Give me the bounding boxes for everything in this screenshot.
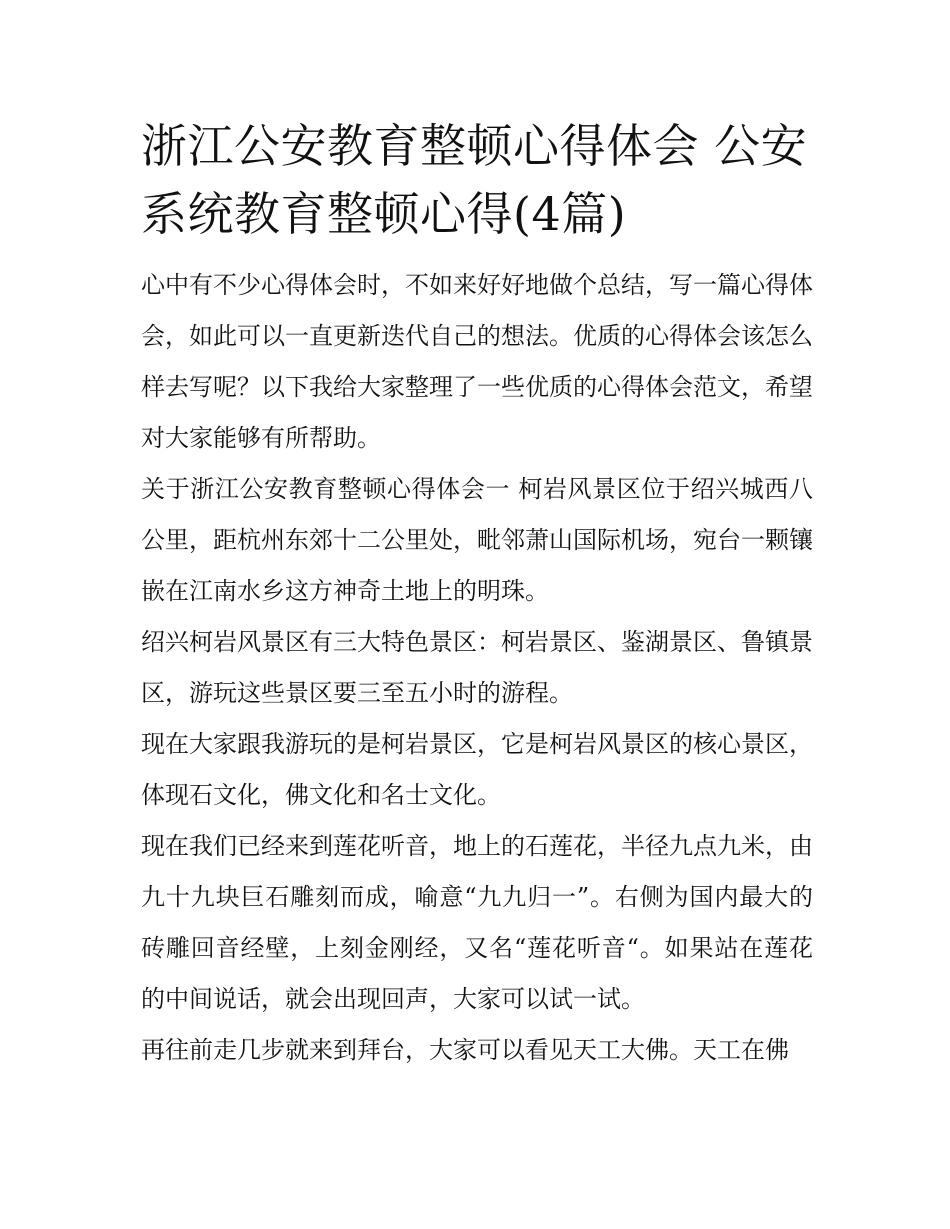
paragraph-altar: 再往前走几步就来到拜台，大家可以看见天工大佛。天工在佛 [141, 1036, 789, 1064]
paragraph-lotus: 现在我们已经来到莲花听音，地上的石莲花，半径九点九米，由九十九块巨石雕刻而成，喻意“九九归一”。右侧为国内最大的砖雕回音经壁，上刻金刚经，又名“莲花听音“。如果站在莲花的中间说话，就会出现回声，大家可以试一试。 [141, 832, 813, 1013]
document-title: 浙江公安教育整顿心得体会 公安系统教育整顿心得(4篇) [141, 119, 808, 241]
paragraph-location: 关于浙江公安教育整顿心得体会一 柯岩风景区位于绍兴城西八公里，距杭州东郊十二公里处，毗邻萧山国际机场，宛台一颗镶嵌在江南水乡这方神奇土地上的明珠。 [141, 475, 813, 605]
paragraph-keyan-area: 现在大家跟我游玩的是柯岩景区，它是柯岩风景区的核心景区，体现石文化，佛文化和名士文化。 [141, 730, 813, 809]
document-body [141, 260, 813, 1076]
document-page [141, 112, 813, 1076]
paragraph-intro: 心中有不少心得体会时，不如来好好地做个总结，写一篇心得体会，如此可以一直更新迭代自己的想法。优质的心得体会该怎么样去写呢？以下我给大家整理了一些优质的心得体会范文，希望对大家能够有所帮助。 [141, 271, 813, 452]
paragraph-scenic-areas: 绍兴柯岩风景区有三大特色景区：柯岩景区、鉴湖景区、鲁镇景区，游玩这些景区要三至五小时的游程。 [141, 628, 813, 707]
